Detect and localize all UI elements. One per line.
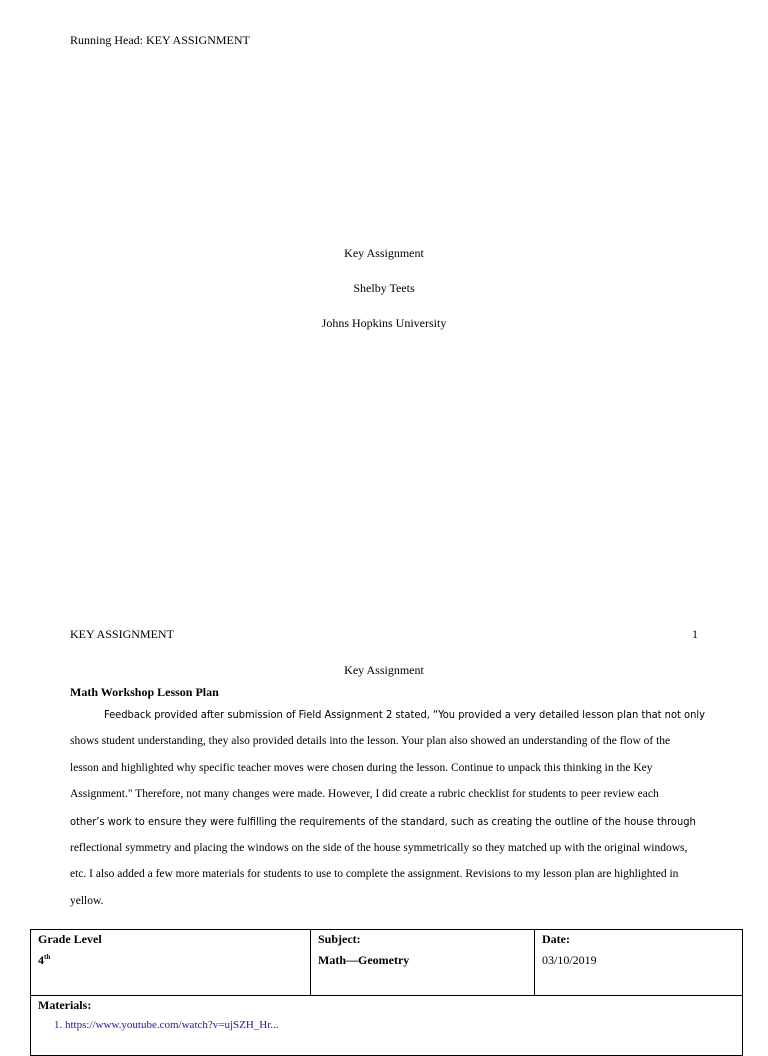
paragraph-line: yellow. — [70, 895, 104, 907]
grade-value: 4th — [38, 953, 51, 967]
paragraph-line: reflectional symmetry and placing the windows on the side of the house symmetrically so they matched up with the original windows, — [70, 842, 688, 854]
page-number: 1 — [692, 627, 698, 641]
date-label: Date: — [542, 932, 570, 946]
page-header-running-head: KEY ASSIGNMENT — [70, 627, 174, 641]
paragraph-line: other’s work to ensure they were fulfilling the requirements of the standard, such as creating the outline of the house through — [70, 815, 696, 828]
subject-cell — [311, 930, 535, 996]
materials-cell — [31, 996, 743, 1056]
paragraph-line: lesson and highlighted why specific teacher moves were chosen during the lesson. Continue to unpack this thinking in the Key — [70, 762, 653, 774]
materials-link[interactable]: 1. https://www.youtube.com/watch?v=ujSZH_Hr... — [54, 1019, 279, 1031]
paragraph-line: etc. I also added a few more materials for students to use to complete the assignment. Revisions to my lesson plan are highlighted in — [70, 868, 679, 880]
title-page-institution: Johns Hopkins University — [321, 316, 447, 330]
grade-label: Grade Level — [38, 932, 102, 946]
date-cell — [535, 930, 743, 996]
date-value: 03/10/2019 — [542, 953, 597, 967]
materials-label: Materials: — [38, 998, 92, 1012]
paragraph-line — [104, 708, 705, 721]
paragraph-line: shows student understanding, they also provided details into the lesson. Your plan also showed an understanding of the flow of the — [70, 735, 671, 747]
subject-value: Math—Geometry — [318, 953, 410, 967]
running-head: Running Head: KEY ASSIGNMENT — [70, 33, 250, 47]
body-title: Key Assignment — [344, 663, 424, 677]
section-heading: Math Workshop Lesson Plan — [70, 685, 219, 699]
grade-cell — [31, 930, 311, 996]
lesson-plan-table — [30, 929, 743, 1056]
title-page-author: Shelby Teets — [353, 281, 415, 295]
subject-label: Subject: — [318, 932, 361, 946]
paragraph-line: Assignment." Therefore, not many changes were made. However, I did create a rubric checklist for students to peer review each — [70, 788, 659, 800]
paragraph-line-text: Feedback provided after submission of Field Assignment 2 stated, “You provided a very detailed lesson plan that not only — [104, 708, 705, 721]
title-page-title: Key Assignment — [344, 246, 424, 260]
